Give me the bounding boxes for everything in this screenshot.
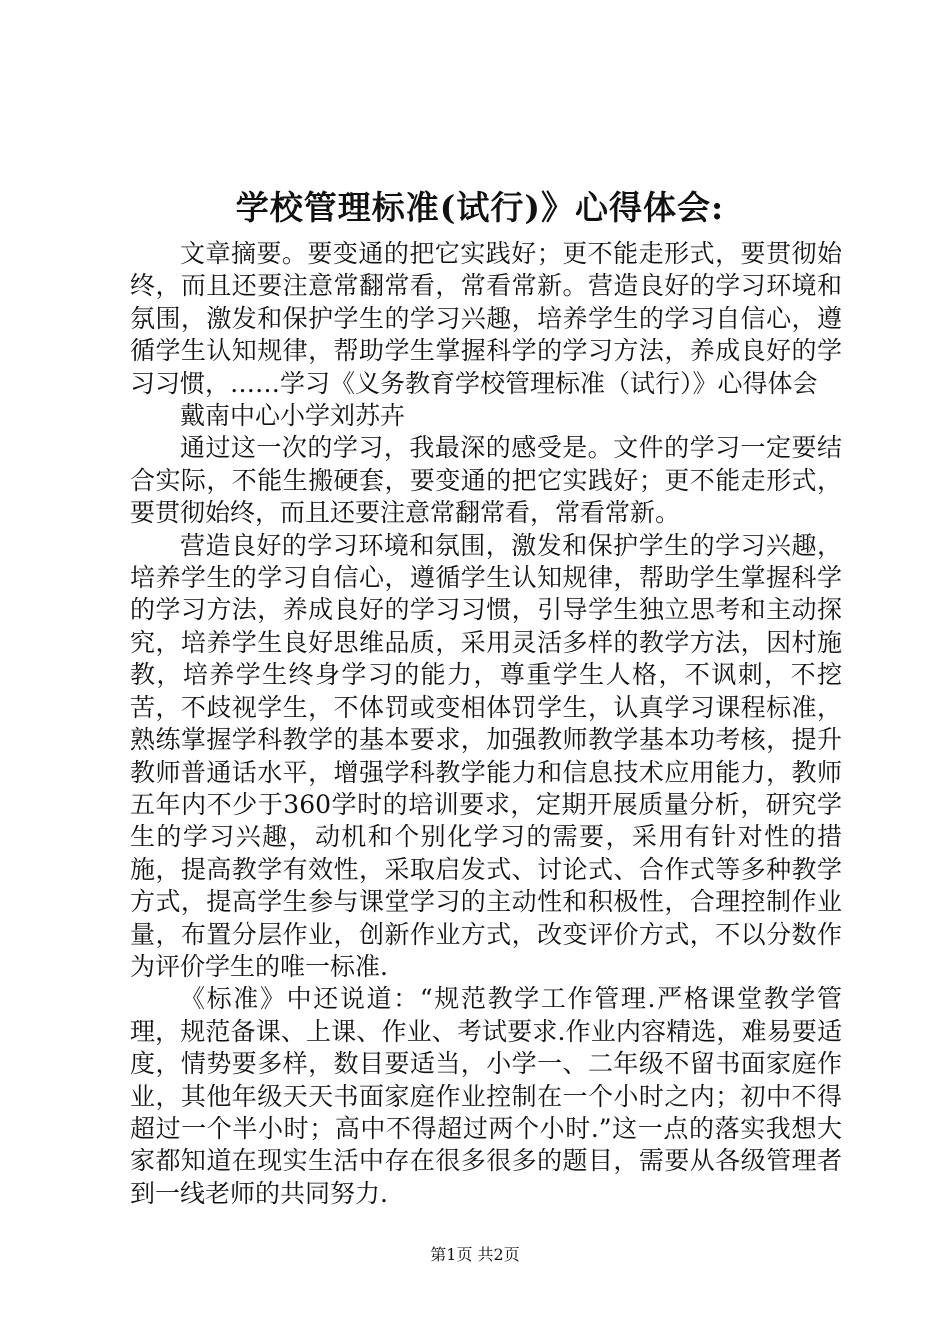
page-footer: 第1页 共2页 [430, 1245, 520, 1264]
abstract-paragraph: 文章摘要。要变通的把它实践好；更不能走形式，要贯彻始终，而且还要注意常翻常看，常看常新。营造良好的学习环境和氛围，激发和保护学生的学习兴趣，培养学生的学习自信心，遵循学生认知规律，帮助学生掌握科学的学习方法，养成良好的学习习惯，……学习《义务教育学校管理标准（试行）》心得体会 [130, 239, 842, 398]
document-title: 学校管理标准(试行)》心得体会: [235, 188, 725, 227]
body-paragraph: 通过这一次的学习，我最深的感受是。文件的学习一定要结合实际，不能生搬硬套，要变通的把它实践好；更不能走形式，要贯彻始终，而且还要注意常翻常看，常看常新。 [130, 433, 842, 528]
document-body [130, 238, 842, 1210]
author-line: 戴南中心小学刘苏卉 [180, 401, 406, 431]
body-paragraph: 《标准》中还说道：“规范教学工作管理.严格课堂教学管理，规范备课、上课、作业、考试要求.作业内容精选，难易要适度，情势要多样，数目要适当，小学一、二年级不留书面家庭作业，其他年级天天书面家庭作业控制在一个小时之内；初中不得超过一个半小时；高中不得超过两个小时.”这一点的落实我想大家都知道在现实生活中存在很多很多的题目，需要从各级管理者到一线老师的共同努力. [130, 984, 842, 1208]
body-paragraph: 营造良好的学习环境和氛围，激发和保护学生的学习兴趣，培养学生的学习自信心，遵循学生认知规律，帮助学生掌握科学的学习方法，养成良好的学习习惯，引导学生独立思考和主动探究，培养学生良好思维品质，采用灵活多样的教学方法，因村施教，培养学生终身学习的能力，尊重学生人格，不讽刺，不挖苦，不歧视学生，不体罚或变相体罚学生，认真学习课程标准，熟练掌握学科教学的基本要求，加强教师教学基本功考核，提升教师普通话水平，增强学科教学能力和信息技术应用能力，教师五年内不少于360学时的培训要求，定期开展质量分析，研究学生的学习兴趣，动机和个别化学习的需要，采用有针对性的措施，提高教学有效性，采取启发式、讨论式、合作式等多种教学方式，提高学生参与课堂学习的主动性和积极性，合理控制作业量，布置分层作业，创新作业方式，改变评价方式，不以分数作为评价学生的唯一标准. [130, 530, 842, 981]
